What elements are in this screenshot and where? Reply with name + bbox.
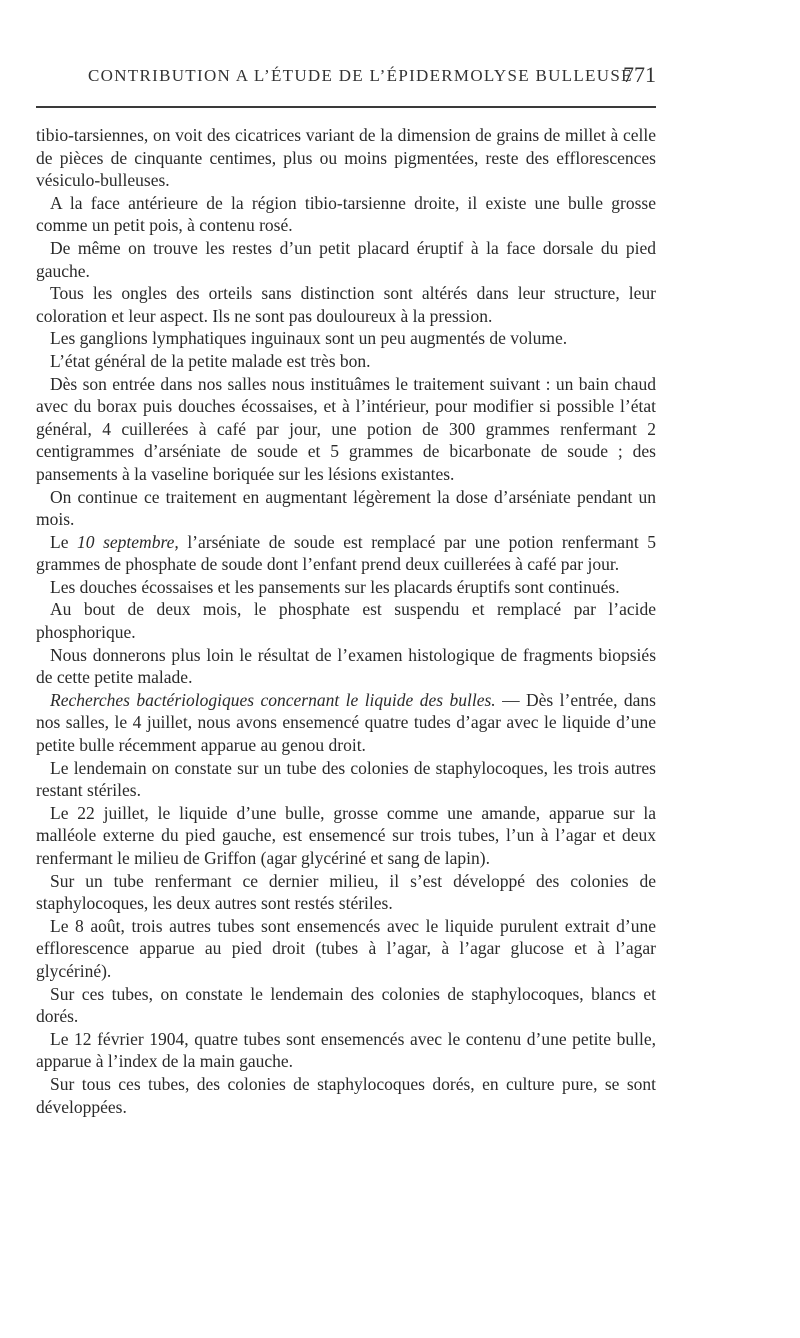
paragraph-text: Le 12 février 1904, quatre tubes sont ensemencés avec le contenu d’une petite bulle, apparue à l’index de la main gauche. [36, 1028, 656, 1072]
paragraph-text: L’état général de la petite malade est très bon. [50, 350, 371, 371]
paragraph-text: Dès son entrée dans nos salles nous instituâmes le traitement suivant : un bain chaud avec du borax puis douches écossaises, et à l’intérieur, pour modifier si possible l’état général, 4 cuillerées à café par jour, une potion de 300 grammes renfermant 2 centigrammes d’arséniate de soude et 5 grammes de bicarbonate de soude ; des pansements à la vaseline boriquée sur les lésions existantes. [36, 373, 656, 484]
paragraph [36, 531, 656, 576]
paragraph-text: Nous donnerons plus loin le résultat de l’examen histologique de fragments biopsiés de cette petite malade. [36, 644, 656, 688]
paragraph-text: Au bout de deux mois, le phosphate est suspendu et remplacé par l’acide phosphorique. [36, 599, 656, 643]
paragraph-text: A la face antérieure de la région tibio-tarsienne droite, il existe une bulle grosse comme un petit pois, à contenu rosé. [36, 192, 656, 236]
paragraph [36, 576, 656, 599]
paragraph [36, 598, 656, 643]
paragraph-text: tibio-tarsiennes, on voit des cicatrices variant de la dimension de grains de millet à celle de pièces de cinquante centimes, plus ou moins pigmentées, reste des efflorescences vésiculo-bulleuses. [36, 125, 656, 191]
paragraph [36, 486, 656, 531]
paragraph [36, 802, 656, 870]
section-heading-italic: Recherches bactériologiques concernant le liquide des bulles. [50, 689, 496, 710]
paragraph [36, 983, 656, 1028]
paragraph-text: Les douches écossaises et les pansements sur les placards éruptifs sont continués. [50, 576, 620, 597]
paragraph-text: l’arséniate de soude est remplacé par une potion renfermant 5 grammes de phosphate de soude dont l’enfant prend deux cuillerées à café par jour. [36, 531, 656, 575]
paragraph [36, 282, 656, 327]
paragraph [36, 644, 656, 689]
paragraph [36, 915, 656, 983]
paragraph [36, 373, 656, 486]
paragraph [36, 689, 656, 757]
paragraph-text: — Dès l’entrée, dans nos salles, le 4 juillet, nous avons ensemencé quatre tudes d’agar avec le liquide d’une petite bulle récemment apparue au genou droit. [36, 689, 656, 756]
header-rule [36, 106, 656, 108]
paragraph [36, 1028, 656, 1073]
paragraph-lead: Le [50, 531, 78, 552]
date-italic: 10 septembre, [77, 531, 179, 552]
paragraph-text: Sur un tube renfermant ce dernier milieu, il s’est développé des colonies de staphylocoques, les deux autres sont restés stériles. [36, 870, 656, 914]
paragraph-text: Le lendemain on constate sur un tube des colonies de staphylocoques, les trois autres restant stériles. [36, 757, 656, 801]
running-title: CONTRIBUTION A L’ÉTUDE DE L’ÉPIDERMOLYSE BULLEUSE [88, 66, 633, 85]
paragraph-text: Tous les ongles des orteils sans distinction sont altérés dans leur structure, leur coloration et leur aspect. Ils ne sont pas douloureux à la pression. [36, 283, 656, 326]
paragraph [36, 870, 656, 915]
paragraph-text: Sur ces tubes, on constate le lendemain des colonies de staphylocoques, blancs et dorés. [36, 983, 656, 1027]
paragraph [36, 192, 656, 237]
paragraph-text: Les ganglions lymphatiques inguinaux sont un peu augmentés de volume. [50, 328, 568, 349]
paragraph [36, 237, 656, 282]
paragraph [36, 350, 656, 373]
paragraph-text: On continue ce traitement en augmentant légèrement la dose d’arséniate pendant un mois. [36, 486, 656, 530]
paragraph-text: De même on trouve les restes d’un petit placard éruptif à la face dorsale du pied gauche. [36, 237, 656, 281]
paragraph [36, 757, 656, 802]
paragraph [36, 1073, 656, 1118]
paragraph [36, 327, 656, 350]
paragraph-text: Le 8 août, trois autres tubes sont ensemencés avec le liquide purulent extrait d’une efflorescence apparue au pied droit (tubes à l’agar, à l’agar glucose et à l’agar glycériné). [36, 915, 656, 981]
body-text [36, 124, 656, 1118]
page-number: 771 [623, 62, 656, 87]
paragraph-text: Le 22 juillet, le liquide d’une bulle, grosse comme une amande, apparue sur la malléole externe du pied gauche, est ensemencé sur trois tubes, l’un à l’agar et deux renfermant le milieu de Griffon (agar glycériné et sang de lapin). [36, 802, 656, 868]
paragraph-text: Sur tous ces tubes, des colonies de staphylocoques dorés, en culture pure, se sont développées. [36, 1073, 656, 1117]
paragraph [36, 124, 656, 192]
